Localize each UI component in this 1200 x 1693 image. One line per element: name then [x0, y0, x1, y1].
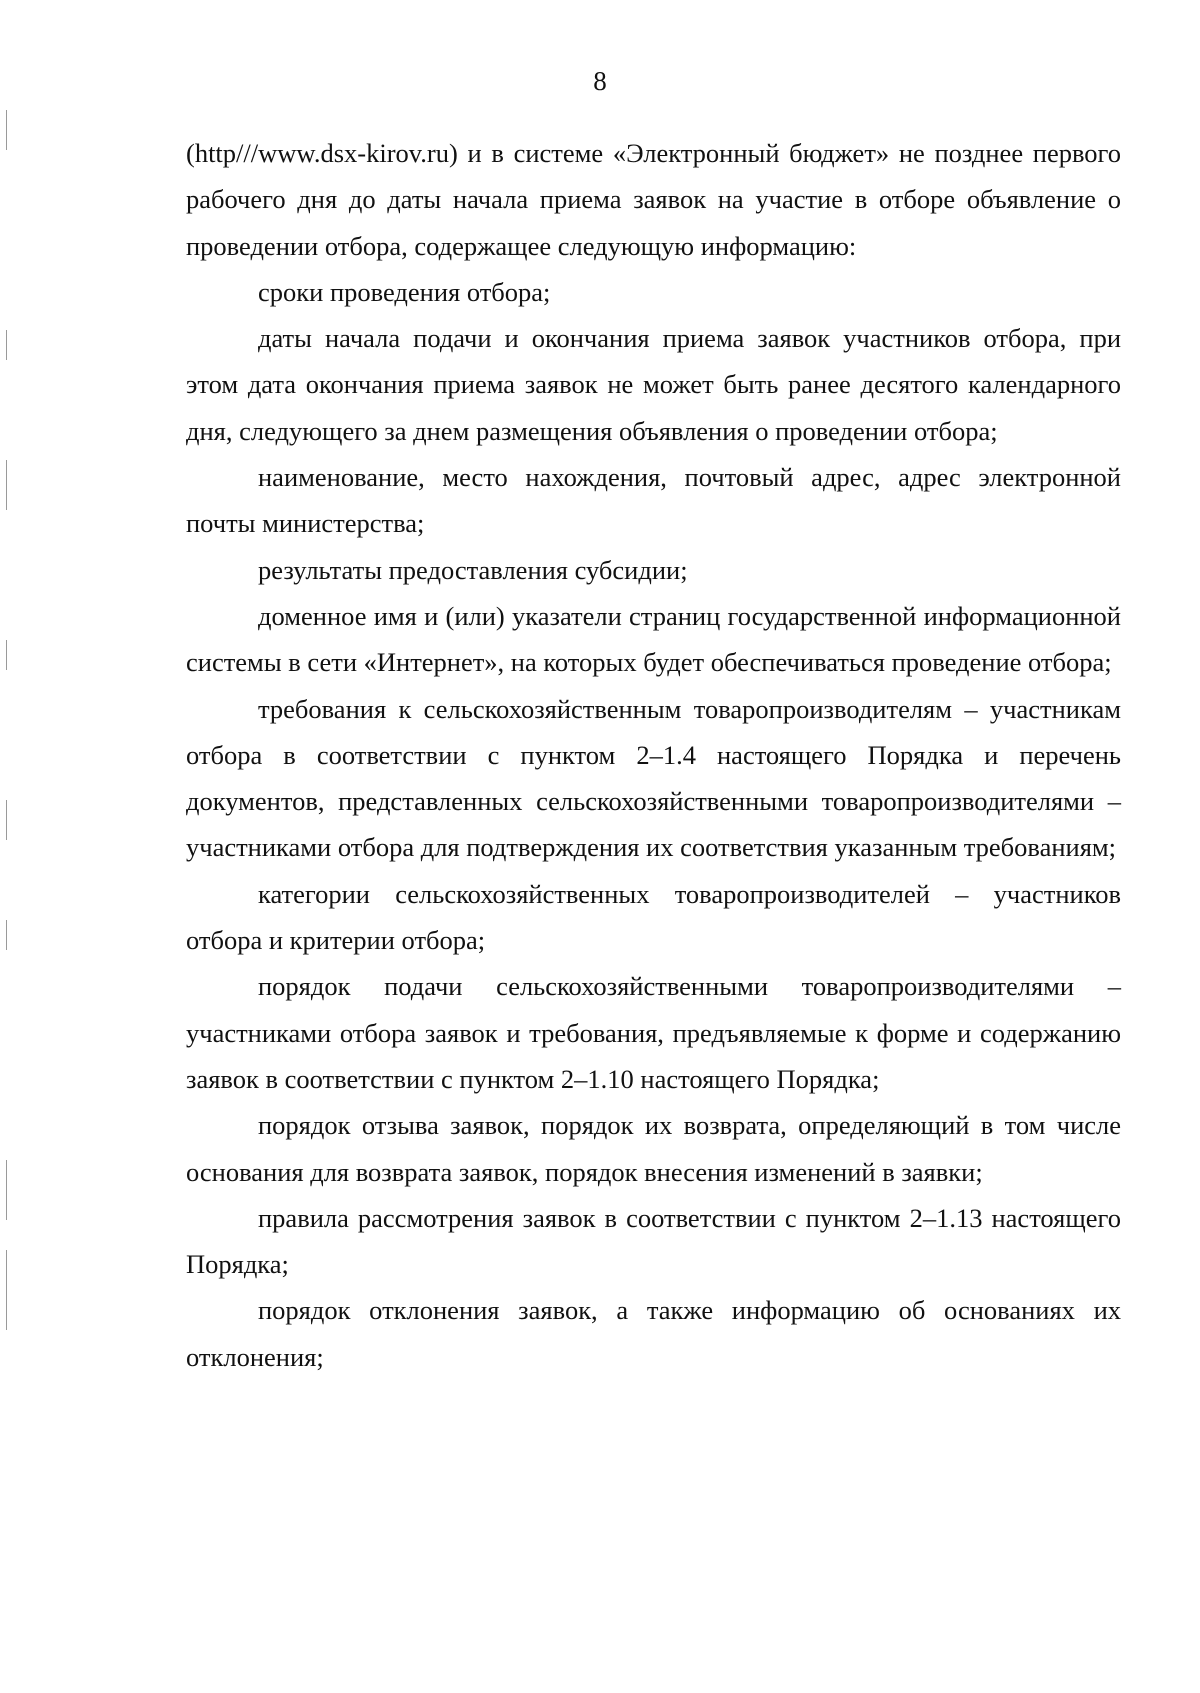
paragraph-domain-name: доменное имя и (или) указатели страниц государственной информационной системы в сети «Интернет», на которых будет обеспечиваться проведение отбора;	[186, 600, 1121, 678]
scan-mark	[6, 800, 7, 840]
paragraph-submission-procedure: порядок подачи сельскохозяйственными товаропроизводителями – участниками отбора заявок и требования, предъявляемые к форме и содержанию заявок в соответствии с пунктом 2–1.10 настоящего Порядка;	[186, 971, 1121, 1094]
document-body	[186, 130, 1121, 1380]
scan-edge-marks	[6, 0, 12, 1693]
paragraph-participant-categories: категории сельскохозяйственных товаропроизводителей – участников отбора и критерии отбора;	[186, 878, 1121, 956]
scan-mark	[6, 110, 7, 150]
scan-mark	[6, 1250, 7, 1330]
paragraph-ministry-contacts: наименование, место нахождения, почтовый адрес, адрес электронной почты министерства;	[186, 462, 1121, 539]
paragraph-application-dates: даты начала подачи и окончания приема заявок участников отбора, при этом дата окончания приема заявок не может быть ранее десятого календарного дня, следующего за днем размещения объявления о проведении отбора;	[186, 323, 1121, 446]
scan-mark	[6, 920, 7, 950]
scan-mark	[6, 640, 7, 670]
paragraph-participant-requirements: требования к сельскохозяйственным товаропроизводителям – участникам отбора в соответствии с пунктом 2–1.4 настоящего Порядка и перечень документов, представленных сельскохозяйственными товаропроизводителями – участниками отбора для подтверждения их соответствия указанным требованиям;	[186, 693, 1121, 863]
paragraph-withdrawal-procedure: порядок отзыва заявок, порядок их возврата, определяющий в том числе основания для возврата заявок, порядок внесения изменений в заявки;	[186, 1110, 1121, 1187]
scan-mark	[6, 1160, 7, 1220]
paragraph-subsidy-results: результаты предоставления субсидии;	[258, 554, 688, 585]
scan-mark	[6, 460, 7, 510]
paragraph-announcement-intro: (http///www.dsx-kirov.ru) и в системе «Электронный бюджет» не позднее первого рабочего дня до даты начала приема заявок на участие в отборе объявление о проведении отбора, содержащее следующую информацию:	[186, 138, 1121, 261]
paragraph-rejection-procedure: порядок отклонения заявок, а также информацию об основаниях их отклонения;	[186, 1295, 1121, 1372]
paragraph-review-rules: правила рассмотрения заявок в соответствии с пунктом 2–1.13 настоящего Порядка;	[186, 1202, 1121, 1280]
paragraph-selection-timing: сроки проведения отбора;	[258, 276, 551, 307]
page-number: 8	[593, 66, 607, 96]
scan-mark	[6, 330, 7, 360]
